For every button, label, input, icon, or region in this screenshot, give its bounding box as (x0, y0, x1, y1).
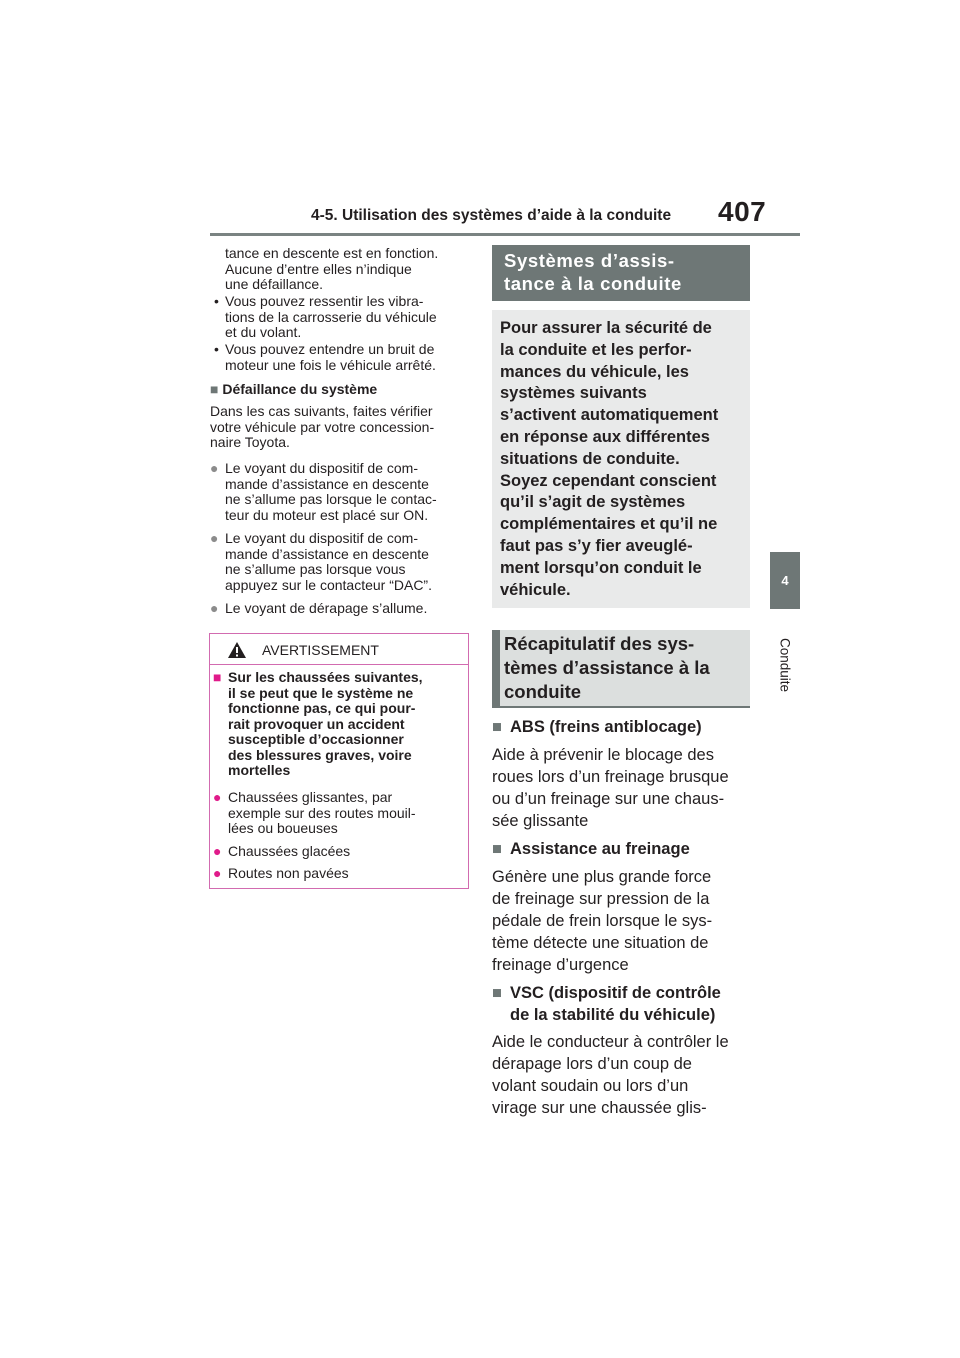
text-line: roues lors d’un freinage brusque (492, 768, 729, 786)
text-line: tème détecte une situation de (492, 934, 709, 952)
warning-heading (213, 670, 463, 779)
feature-description (492, 744, 754, 832)
text-line: et du volant. (225, 324, 302, 340)
square-marker: ■ (492, 718, 502, 736)
text-line: véhicule. (500, 580, 571, 599)
chapter-label-text: Conduite (777, 637, 793, 693)
text-line: ne s’allume pas lorsque le contac- (225, 491, 437, 507)
warning-item (213, 866, 463, 882)
circle-marker: ● (213, 789, 222, 805)
circle-marker: ● (210, 530, 219, 546)
text-line: Chaussées glissantes, par (228, 789, 393, 805)
text-line: exemple sur des routes mouil- (228, 804, 416, 821)
square-marker: ■ (492, 840, 502, 858)
text-line: il se peut que le système ne (228, 684, 414, 701)
text-line: Le voyant du dispositif de com- (225, 530, 418, 546)
text-line: Routes non pavées (228, 865, 349, 881)
paragraph (210, 404, 475, 451)
text-line: Chaussées glacées (228, 843, 351, 859)
warning-title: AVERTISSEMENT (262, 642, 379, 658)
text-line: en réponse aux différentes (500, 427, 710, 446)
text-line: Dans les cas suivants, faites vérifier (210, 403, 433, 419)
section-banner (492, 245, 750, 301)
text-line: faut pas s’y fier aveuglé- (500, 536, 693, 555)
banner-accent-bar (492, 630, 500, 708)
text-line: Vous pouvez entendre un bruit de (225, 341, 435, 357)
text-line: appuyez sur le contacteur “DAC”. (225, 576, 432, 593)
text-line: Assistance au freinage (510, 840, 690, 858)
feature-heading (492, 716, 754, 738)
chapter-label (762, 620, 808, 710)
text-line: qu’il s’agit de systèmes (500, 493, 686, 512)
feature-heading (492, 838, 754, 860)
text-line: Systèmes d’assis- (504, 250, 675, 271)
banner-text (504, 632, 744, 704)
text-line: moteur une fois le véhicule arrêté. (225, 356, 436, 373)
text-line: dérapage lors d’un coup de (492, 1055, 692, 1073)
text-line: Aide à prévenir le blocage des (492, 746, 714, 764)
text-line: votre véhicule par votre concession- (210, 418, 435, 435)
text-line: mande d’assistance en descente (225, 475, 429, 492)
square-marker: ■ (210, 381, 219, 397)
warning-item (213, 790, 463, 837)
section-title: 4-5. Utilisation des systèmes d’aide à la conduite (311, 207, 672, 224)
text-line: tèmes d’assistance à la (504, 657, 710, 678)
chapter-tab: 4 (770, 552, 800, 609)
text-line: Sur les chaussées suivantes, (228, 669, 423, 685)
text-line: lées ou boueuses (228, 820, 338, 836)
subsection-banner (492, 630, 750, 708)
text-line: mances du véhicule, les (500, 362, 689, 381)
bullet: • (214, 293, 219, 309)
dash-item (210, 294, 472, 341)
text-line: sée glissante (492, 812, 589, 830)
text-line: tions de la carrosserie du véhicule (225, 308, 437, 325)
feature-heading (492, 982, 754, 1026)
text-line: complémentaires et qu’il ne (500, 515, 718, 534)
text-line: ABS (freins antiblocage) (510, 718, 702, 736)
circle-item (210, 461, 475, 523)
text-line: ou d’un freinage sur une chaus- (492, 790, 725, 808)
warning-triangle-icon (227, 641, 247, 659)
bullet: • (214, 341, 219, 357)
text-line: Aucune d’entre elles n’indique (225, 260, 412, 277)
text-line: teur du moteur est placé sur ON. (225, 506, 429, 523)
text-line: mortelles (228, 762, 291, 778)
text-line: susceptible d’occasionner (228, 731, 404, 747)
text-line: volant soudain ou lors d’un (492, 1077, 689, 1095)
text-line: de freinage sur pression de la (492, 890, 710, 908)
text-line: naire Toyota. (210, 434, 290, 450)
feature-description (492, 1031, 754, 1119)
subheading-text: Défaillance du système (222, 381, 378, 397)
text-line: Vous pouvez ressentir les vibra- (225, 293, 424, 309)
circle-marker: ● (213, 843, 222, 859)
text-line: tance à la conduite (504, 273, 682, 294)
text-line: une défaillance. (225, 276, 324, 292)
intro-text (500, 318, 745, 601)
text-line: s’activent automatiquement (500, 406, 719, 425)
square-marker: ■ (492, 984, 502, 1002)
text-line: ment lorsqu’on conduit le (500, 558, 702, 577)
text-line: Aide le conducteur à contrôler le (492, 1033, 729, 1051)
circle-marker: ● (213, 865, 222, 881)
circle-marker: ● (210, 600, 219, 616)
text-line: VSC (dispositif de contrôle (510, 984, 721, 1002)
circle-item (210, 601, 475, 617)
text-line: Soyez cependant conscient (500, 471, 717, 490)
text-line: Le voyant du dispositif de com- (225, 460, 418, 476)
text-line: rait provoquer un accident (228, 715, 405, 732)
text-line: freinage d’urgence (492, 956, 629, 974)
square-marker: ■ (213, 669, 222, 685)
text-line: tance en descente est en fonction. (225, 245, 439, 261)
text-line: conduite (504, 681, 582, 702)
feature-description (492, 866, 754, 976)
text-line: Récapitulatif des sys- (504, 633, 695, 654)
text-line: Le voyant de dérapage s’allume. (225, 600, 428, 616)
text-line: de la stabilité du véhicule) (510, 1006, 716, 1024)
text-line: virage sur une chaussée glis- (492, 1099, 707, 1117)
text-line: des blessures graves, voire (228, 746, 412, 763)
dash-item (210, 342, 472, 373)
text-line: ne s’allume pas lorsque vous (225, 561, 406, 577)
continued-text (225, 246, 475, 293)
circle-item (210, 531, 475, 593)
header-rule (210, 233, 800, 236)
banner-text (504, 249, 682, 295)
text-line: Génère une plus grande force (492, 868, 712, 886)
warning-item (213, 844, 463, 860)
text-line: la conduite et les perfor- (500, 340, 692, 359)
text-line: mande d’assistance en descente (225, 545, 429, 562)
subheading (210, 382, 377, 398)
text-line: situations de conduite. (500, 449, 680, 468)
text-line: Pour assurer la sécurité de (500, 319, 712, 337)
text-line: systèmes suivants (500, 384, 647, 403)
page-number: 407 (718, 196, 767, 227)
circle-marker: ● (210, 460, 219, 476)
text-line: fonctionne pas, ce qui pour- (228, 700, 416, 716)
text-line: pédale de frein lorsque le sys- (492, 912, 713, 930)
